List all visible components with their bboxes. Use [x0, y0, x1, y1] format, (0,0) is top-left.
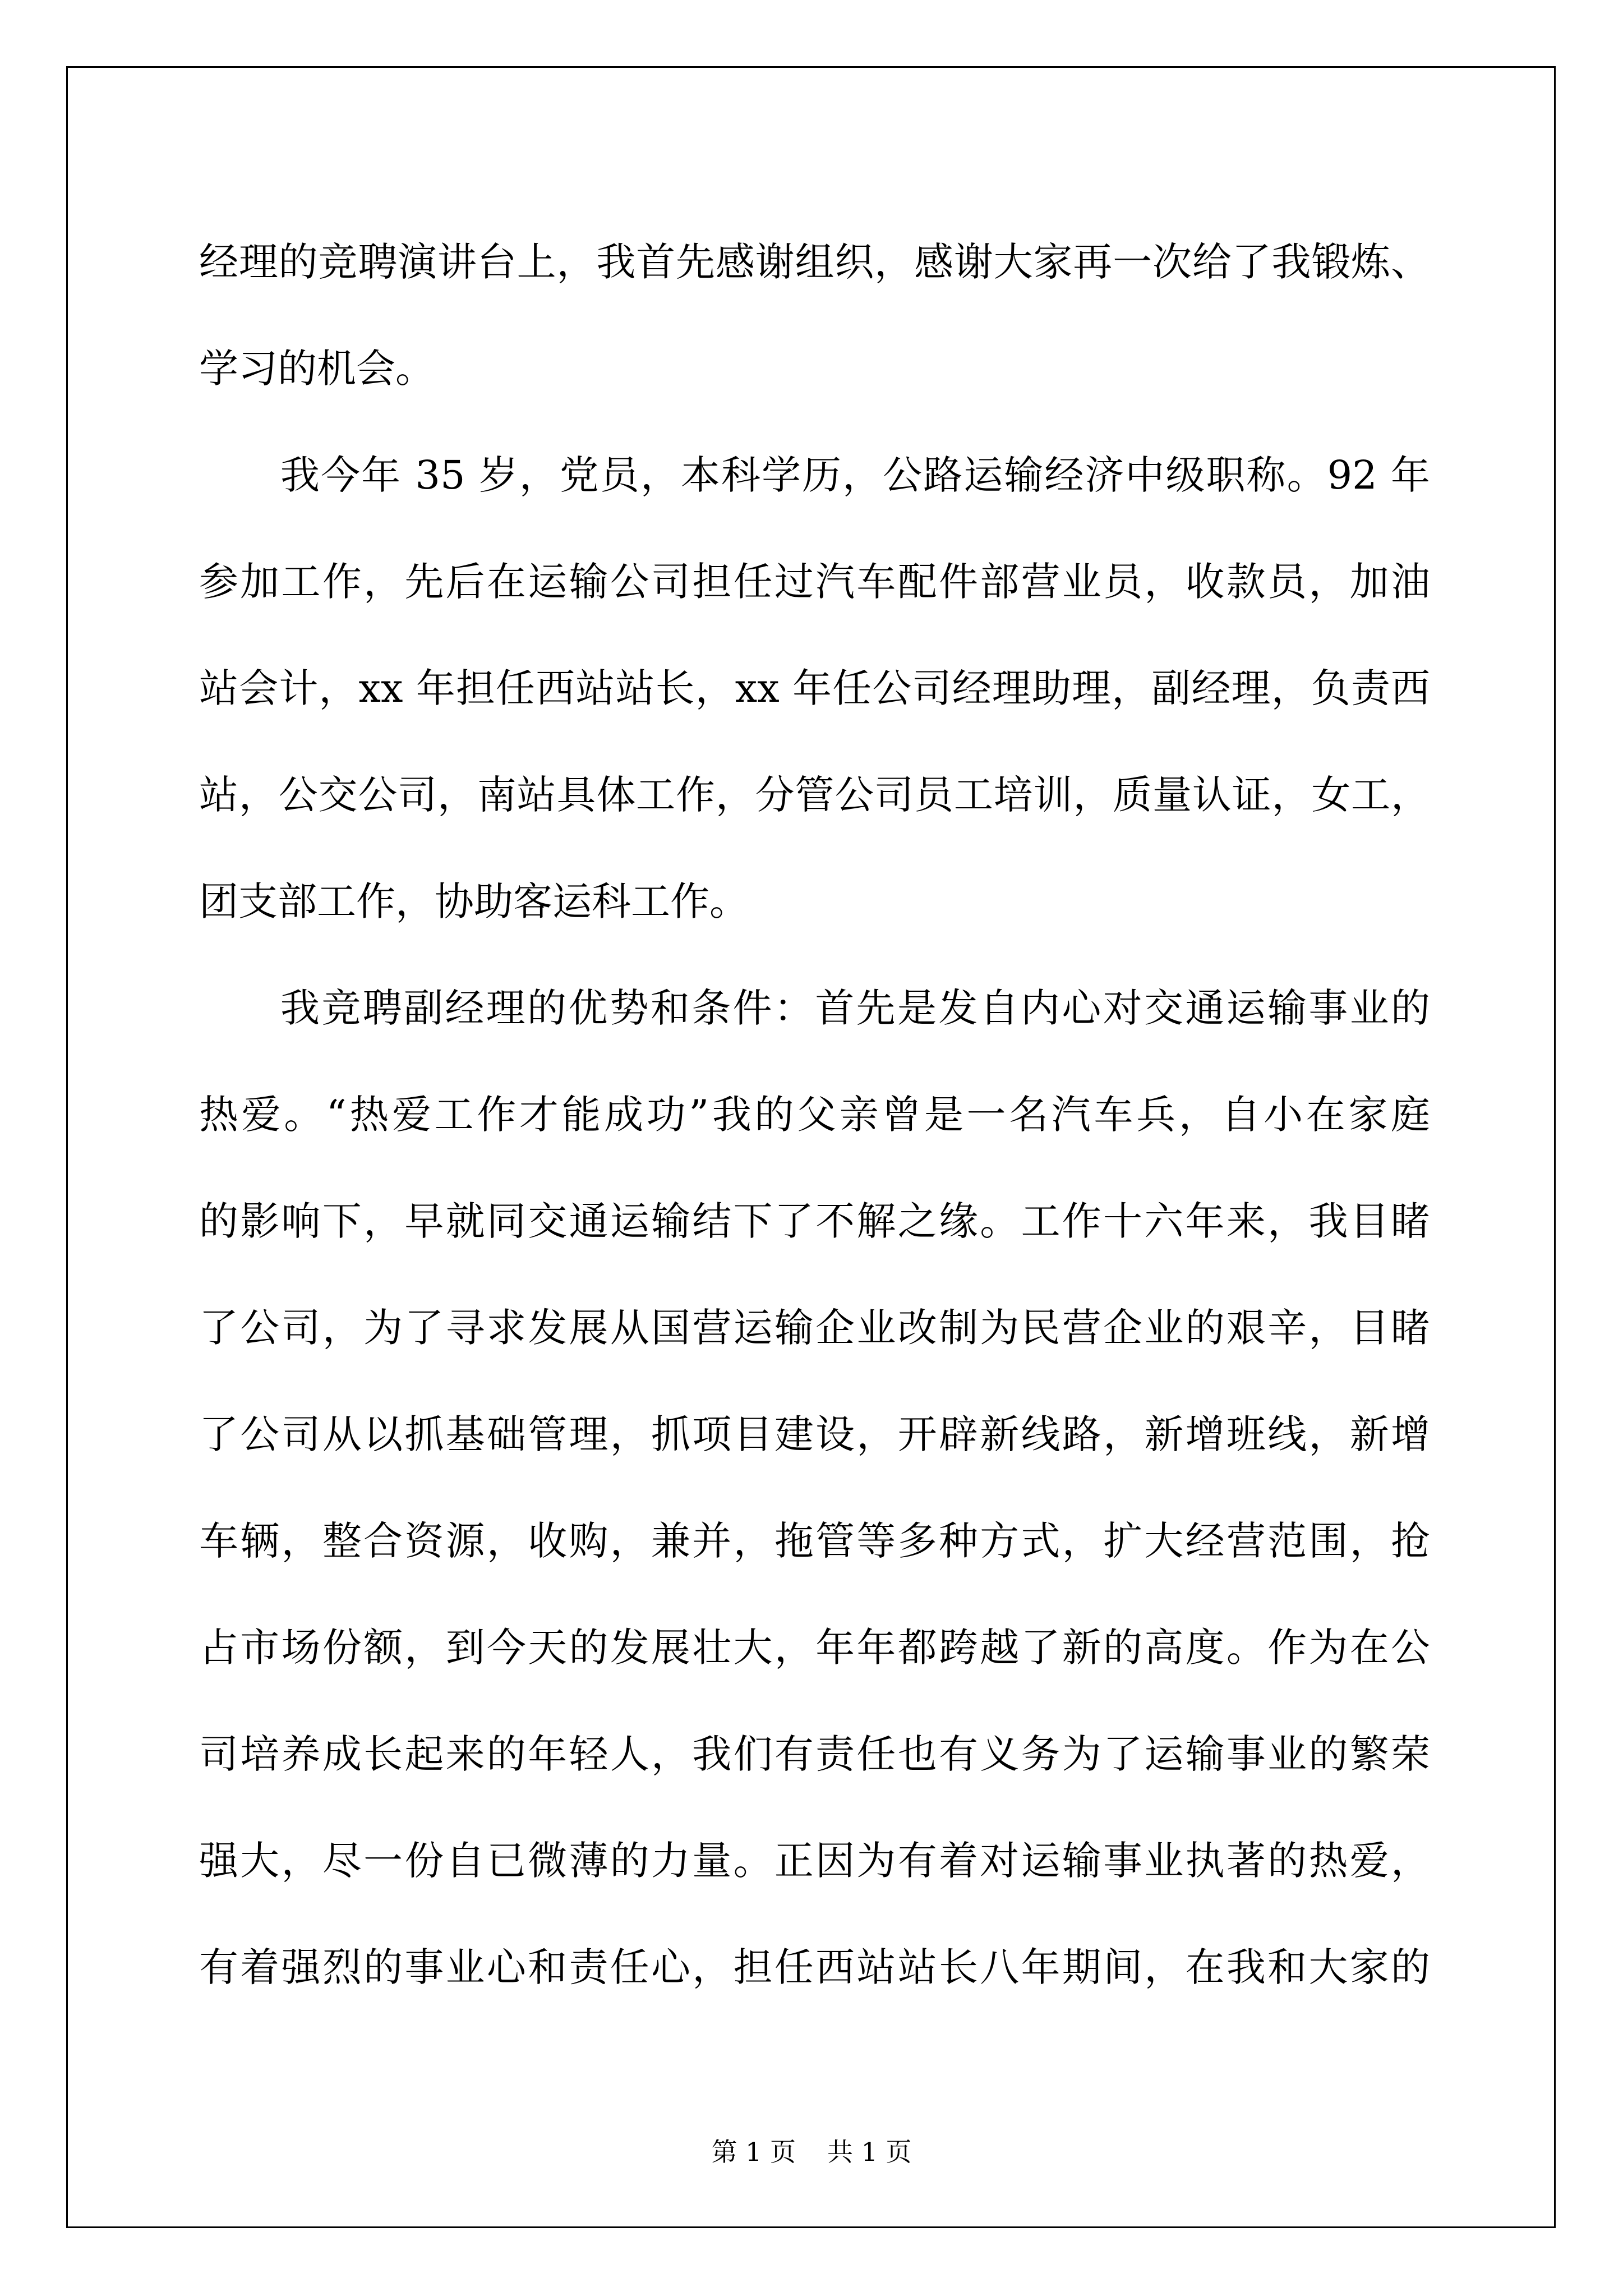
text-line: 强大，尽一份自已微薄的力量。正因为有着对运输事业执著的热爱， [199, 1838, 1430, 1884]
text-line: 经理的竞聘演讲台上，我首先感谢组织，感谢大家再一次给了我锻炼、 [199, 239, 1430, 285]
text-line: 我竞聘副经理的优势和条件：首先是发自内心对交通运输事业的 [280, 985, 1430, 1031]
text-line: 我今年 35 岁，党员，本科学历，公路运输经济中级职称。92 年 [280, 452, 1430, 498]
text-line: 热爱。“热爱工作才能成功”我的父亲曾是一名汽车兵，自小在家庭 [199, 1092, 1430, 1138]
document-body [199, 209, 1430, 2021]
text-line: 站会计，xx 年担任西站站长，xx 年任公司经理助理，副经理，负责西 [199, 665, 1430, 711]
text-line: 占市场份额，到今天的发展壮大，年年都跨越了新的高度。作为在公 [199, 1625, 1430, 1671]
text-line: 学习的机会。 [199, 346, 435, 392]
text-line: 有着强烈的事业心和责任心，担任西站站长八年期间，在我和大家的 [199, 1944, 1430, 1990]
page-footer [0, 2132, 1623, 2169]
page-total: 共 1 页 [827, 2137, 912, 2167]
text-line: 团支部工作，协助客运科工作。 [199, 878, 749, 924]
text-line: 了公司从以抓基础管理，抓项目建设，开辟新线路，新增班线，新增 [199, 1411, 1430, 1457]
text-line: 司培养成长起来的年轻人，我们有责任也有义务为了运输事业的繁荣 [199, 1731, 1430, 1777]
text-line: 车辆，整合资源，收购，兼并，拖管等多种方式，扩大经营范围，抢 [199, 1518, 1430, 1564]
text-line: 的影响下，早就同交通运输结下了不解之缘。工作十六年来，我目睹 [199, 1198, 1430, 1244]
page-number: 第 1 页 [711, 2137, 796, 2167]
text-line: 了公司，为了寻求发展从国营运输企业改制为民营企业的艰辛，目睹 [199, 1305, 1430, 1351]
text-line: 站，公交公司，南站具体工作，分管公司员工培训，质量认证，女工， [199, 772, 1430, 818]
text-line: 参加工作，先后在运输公司担任过汽车配件部营业员，收款员，加油 [199, 559, 1430, 605]
